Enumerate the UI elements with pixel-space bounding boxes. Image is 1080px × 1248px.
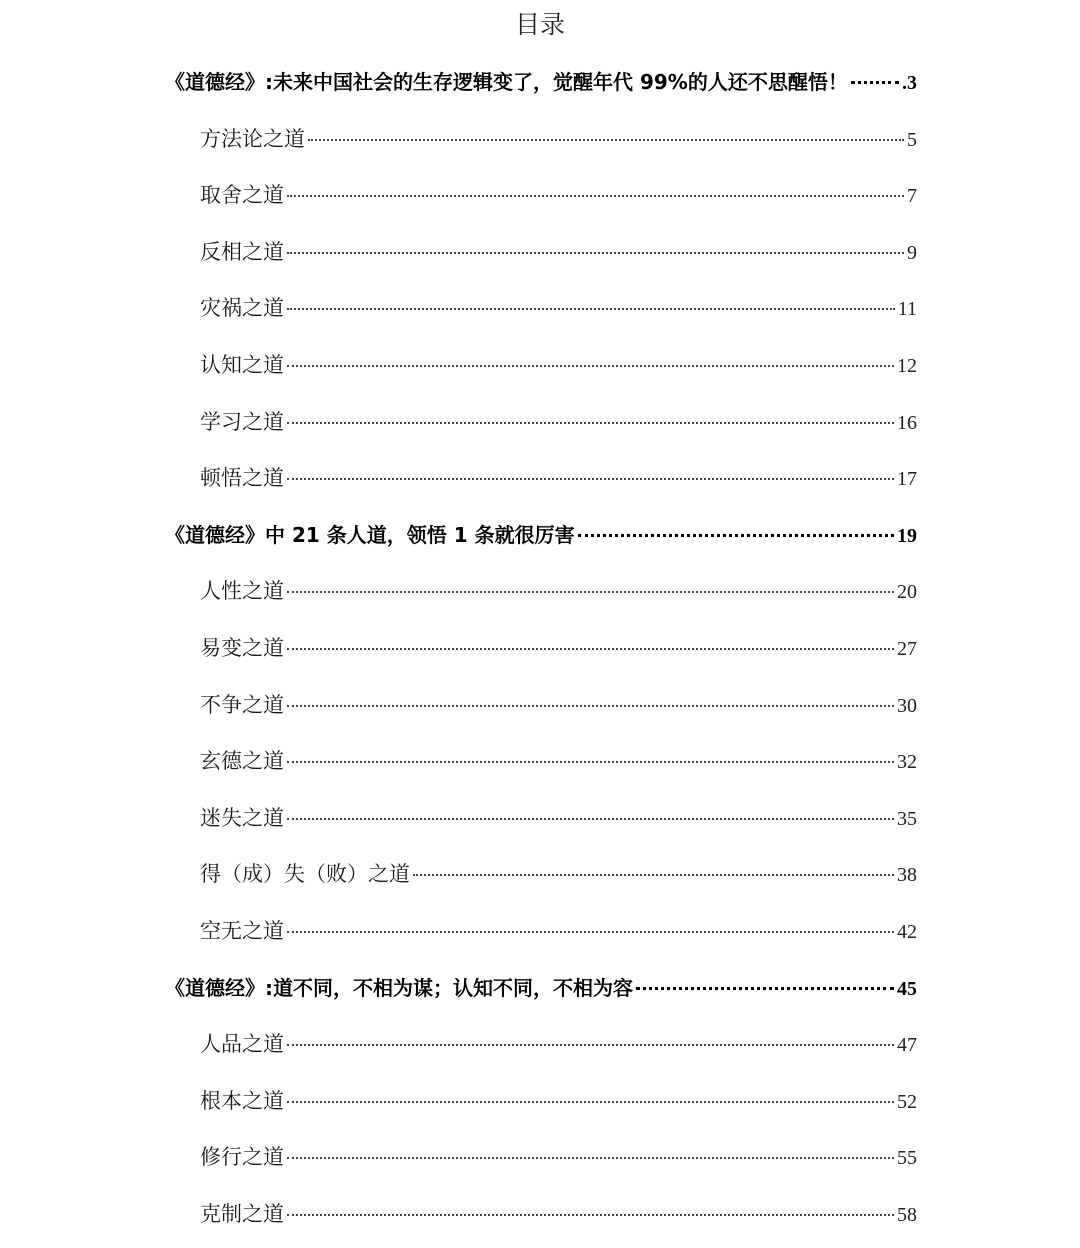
dot-leader <box>287 703 894 707</box>
toc-entry[interactable] <box>200 685 917 725</box>
dot-leader <box>287 816 894 820</box>
toc-page-number: 11 <box>897 298 917 321</box>
toc-page-number: 12 <box>897 355 917 377</box>
toc-entry[interactable] <box>200 628 917 668</box>
toc-entry-title: 《道德经》中 21 条人道，领悟 1 条就很厉害 <box>165 522 575 547</box>
toc-page-number: 16 <box>897 411 917 434</box>
dot-leader <box>413 872 894 876</box>
toc-page-number: 19 <box>897 524 917 547</box>
dot-leader <box>308 137 904 141</box>
dot-leader <box>636 985 894 990</box>
toc-page-number: 17 <box>897 468 917 491</box>
dot-leader <box>287 193 904 197</box>
toc-entry-title: 方法论之道 <box>200 126 305 151</box>
toc-entry[interactable] <box>200 911 917 951</box>
toc-page-number: 9 <box>907 241 917 264</box>
toc-entry[interactable] <box>165 968 917 1008</box>
toc-entry[interactable] <box>200 1081 917 1121</box>
dot-leader <box>287 1042 894 1046</box>
toc-entry[interactable] <box>200 741 917 781</box>
toc-entry[interactable] <box>200 345 917 385</box>
toc-page-number: 42 <box>897 921 917 943</box>
dot-leader <box>287 363 894 367</box>
toc-page-number: .3 <box>902 72 917 94</box>
toc-entry-title: 反相之道 <box>200 239 284 264</box>
toc-entry-title: 取舍之道 <box>200 183 284 208</box>
dot-leader <box>287 929 894 933</box>
toc-page-number: 30 <box>897 694 917 717</box>
toc-entry-title: 空无之道 <box>200 919 284 943</box>
page-title: 目录 <box>514 10 565 39</box>
dot-leader <box>287 1155 894 1159</box>
toc-entry-title: 人品之道 <box>200 1032 284 1057</box>
toc-entry[interactable] <box>200 402 917 442</box>
toc-page-number: 52 <box>897 1090 917 1113</box>
dot-leader <box>578 532 894 537</box>
toc-entry[interactable] <box>200 119 917 159</box>
toc-entry-title: 得（成）失（败）之道 <box>200 862 410 887</box>
toc-page-number: 20 <box>897 581 917 604</box>
toc-entry[interactable] <box>200 232 917 272</box>
toc-entry[interactable] <box>200 854 917 894</box>
toc-page-number: 55 <box>897 1147 917 1170</box>
dot-leader <box>287 250 904 254</box>
toc-page-number: 45 <box>897 977 917 1000</box>
toc-entry-title: 根本之道 <box>200 1088 284 1113</box>
dot-leader <box>287 306 895 310</box>
toc-entry-title: 《道德经》:未来中国社会的生存逻辑变了，觉醒年代 99%的人还不思醒悟！ <box>165 70 848 94</box>
toc-entry-title: 易变之道 <box>200 636 284 660</box>
toc-entry-title: 认知之道 <box>200 353 284 377</box>
toc-entry-title: 学习之道 <box>200 409 284 434</box>
dot-leader <box>851 79 899 84</box>
toc-entry[interactable] <box>165 515 917 555</box>
toc-page-number: 58 <box>897 1204 917 1226</box>
dot-leader <box>287 420 894 424</box>
toc-entry-title: 不争之道 <box>200 692 284 717</box>
toc-entry[interactable] <box>200 798 917 838</box>
toc-entry[interactable] <box>200 458 917 498</box>
toc-entry-title: 顿悟之道 <box>200 466 284 491</box>
toc-entry[interactable] <box>200 288 917 328</box>
dot-leader <box>287 759 894 763</box>
toc-page-number: 27 <box>897 638 917 660</box>
toc-page-number: 47 <box>897 1034 917 1057</box>
toc-page-number: 38 <box>897 864 917 887</box>
dot-leader <box>287 476 894 480</box>
toc-entry-title: 《道德经》:道不同，不相为谋；认知不同，不相为容 <box>165 975 633 1000</box>
toc-entry[interactable] <box>200 571 917 611</box>
toc-entry[interactable] <box>200 1024 917 1064</box>
dot-leader <box>287 589 894 593</box>
toc-entry-title: 灾祸之道 <box>200 296 284 321</box>
toc-entry-title: 玄德之道 <box>200 749 284 774</box>
toc-page-number: 5 <box>907 128 917 151</box>
toc-entry-title: 克制之道 <box>200 1202 284 1226</box>
toc-entry-title: 人性之道 <box>200 579 284 604</box>
toc-page-number: 32 <box>897 751 917 774</box>
toc-entry[interactable] <box>200 175 917 215</box>
toc-entry[interactable] <box>200 1137 917 1177</box>
toc-entry-title: 迷失之道 <box>200 805 284 830</box>
dot-leader <box>287 1212 894 1216</box>
toc-page-number: 35 <box>897 807 917 830</box>
toc-page-number: 7 <box>907 185 917 208</box>
toc-entry[interactable] <box>165 62 917 102</box>
toc-entry-title: 修行之道 <box>200 1145 284 1170</box>
dot-leader <box>287 646 894 650</box>
dot-leader <box>287 1099 894 1103</box>
toc-entry[interactable] <box>200 1194 917 1234</box>
